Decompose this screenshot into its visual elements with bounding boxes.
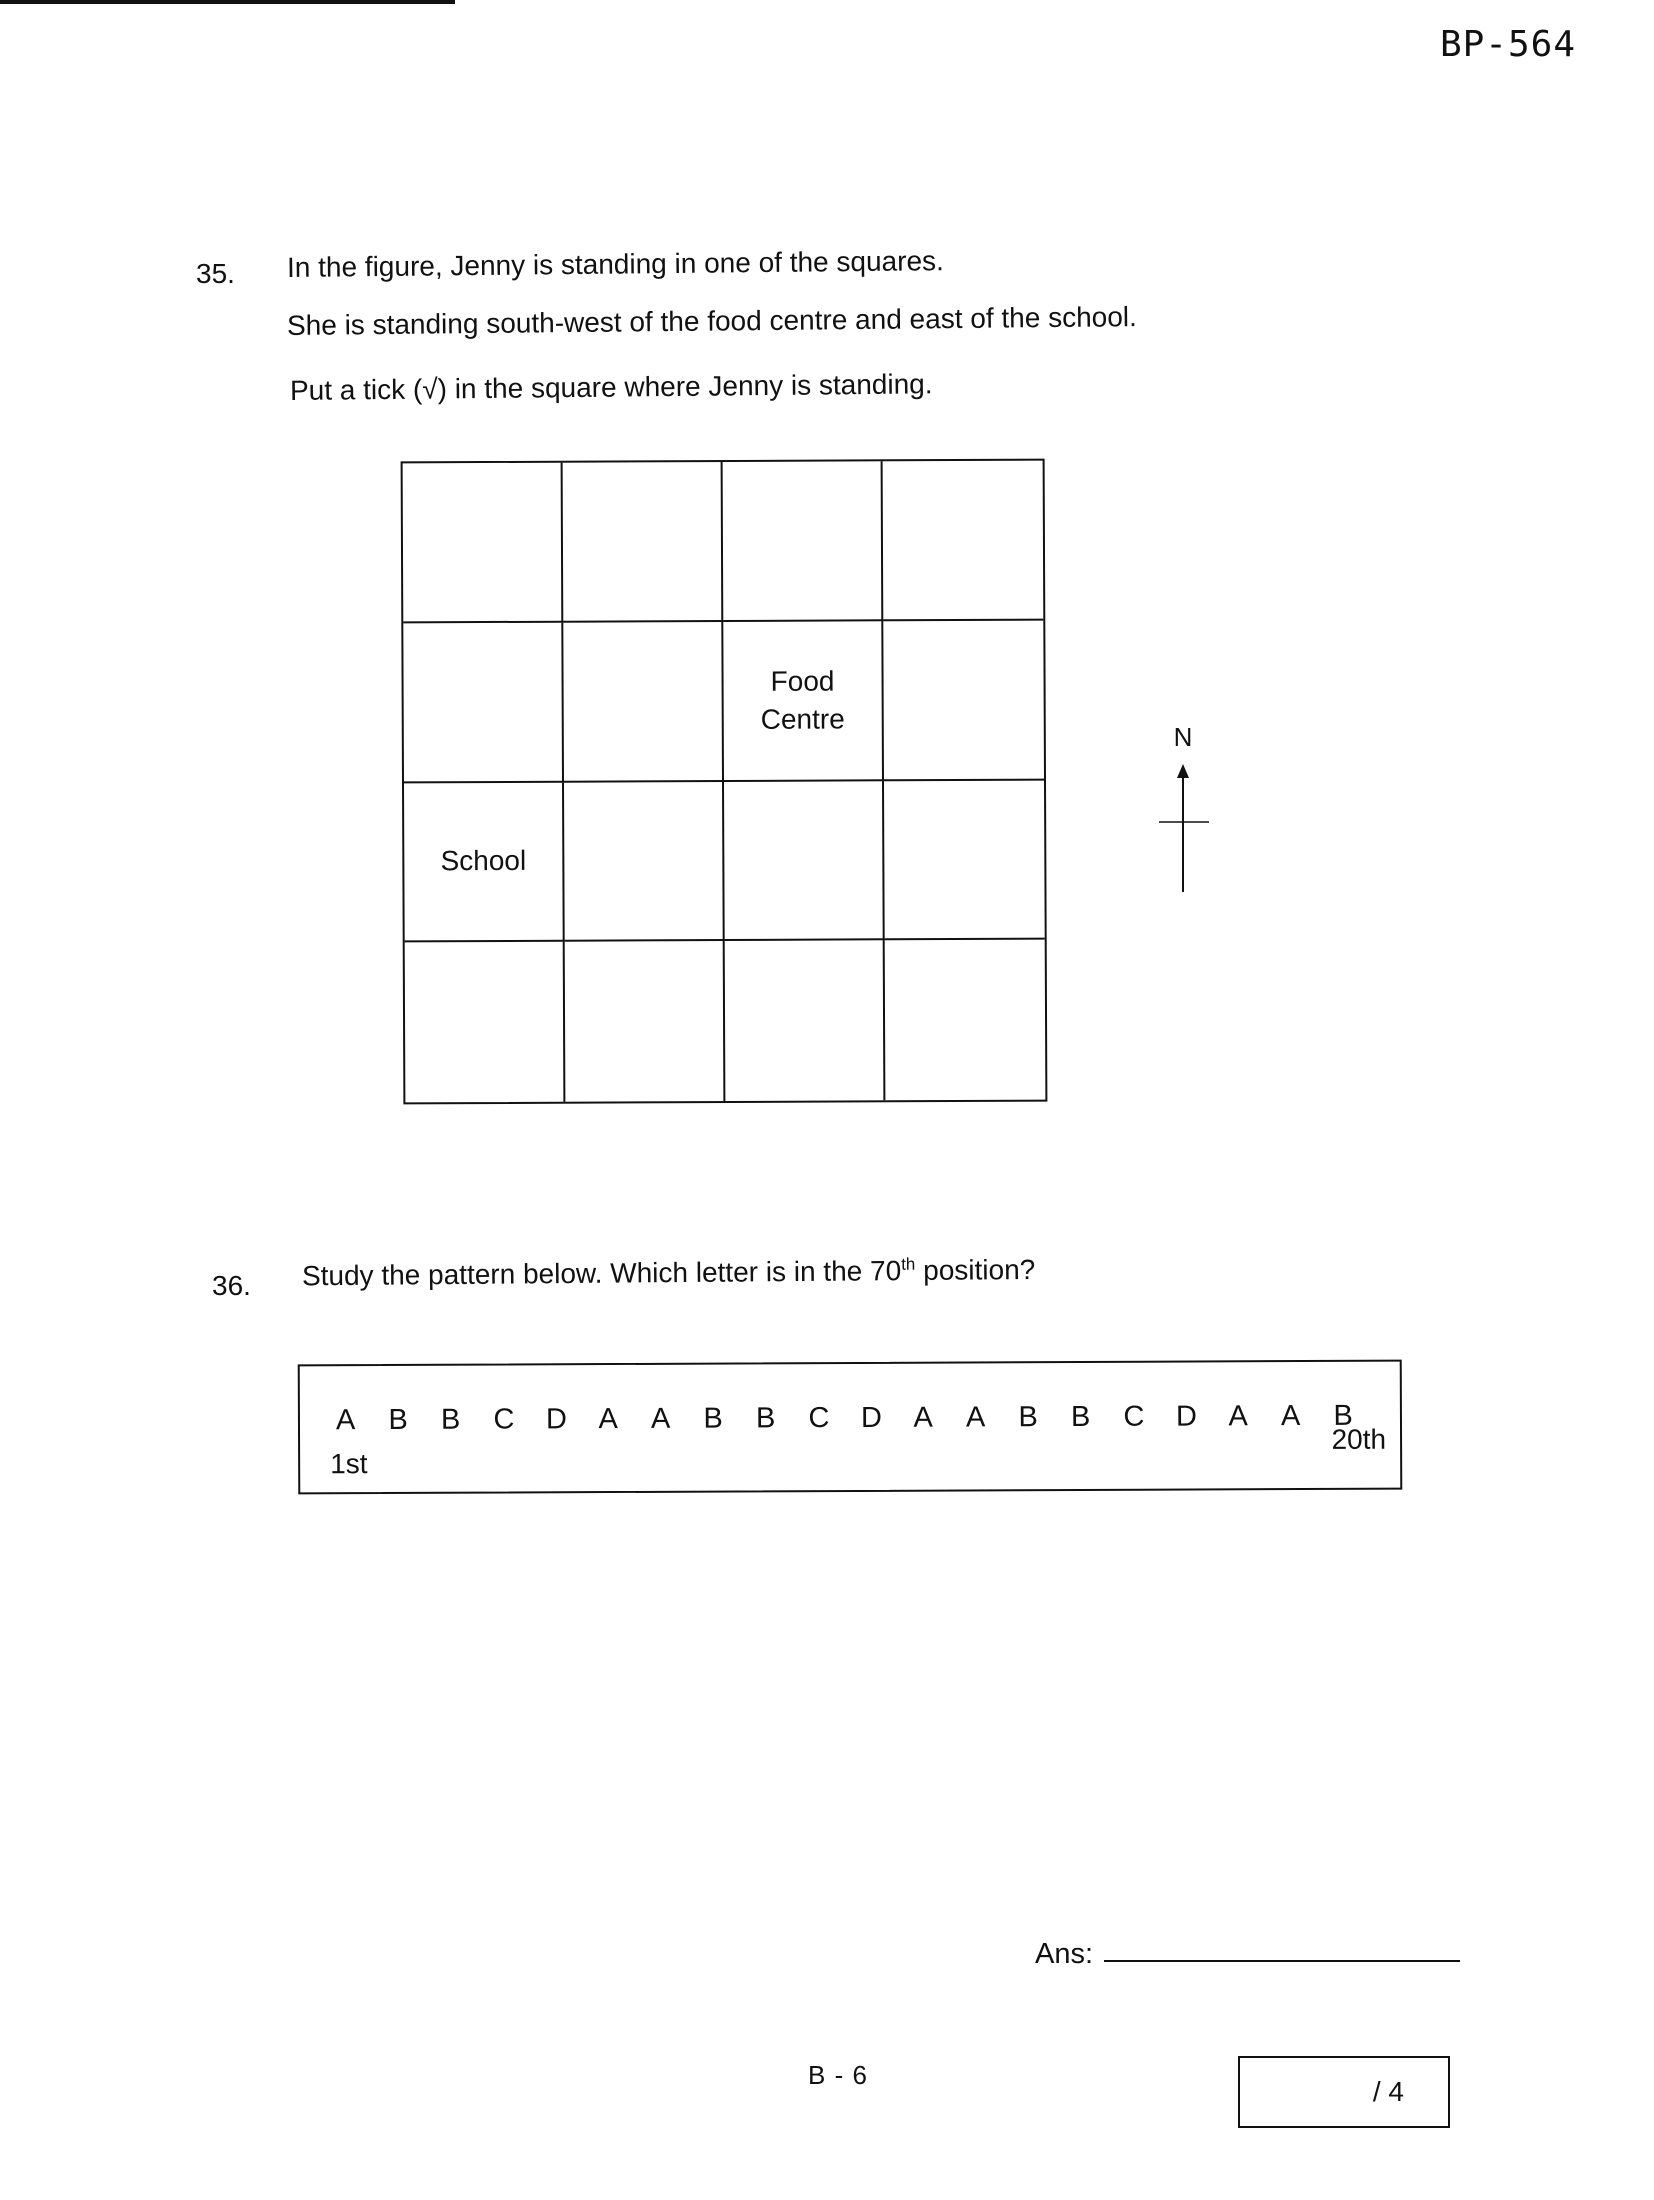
pattern-letter: B: [1018, 1401, 1038, 1434]
grid-cell[interactable]: [565, 941, 726, 1101]
pattern-letter: A: [965, 1401, 986, 1434]
page-code: BP-564: [1439, 24, 1576, 65]
grid-cell[interactable]: [405, 942, 566, 1102]
top-rule: [0, 0, 455, 4]
grid-cell[interactable]: [403, 622, 564, 782]
pattern-letter: A: [913, 1401, 933, 1434]
pattern-letter: C: [1123, 1400, 1145, 1433]
pattern-first-label: 1st: [330, 1448, 368, 1480]
question-35-line-1: In the figure, Jenny is standing in one of the squares.: [286, 245, 944, 283]
pattern-letter: A: [1280, 1400, 1301, 1433]
grid-cell[interactable]: [725, 941, 886, 1101]
pattern-letter: B: [755, 1402, 776, 1435]
grid-cell[interactable]: [883, 620, 1044, 780]
grid-cell[interactable]: [723, 461, 884, 621]
pattern-letter: A: [598, 1403, 618, 1436]
question-36-prompt-start: Study the pattern below. Which letter is in the 70: [301, 1255, 902, 1292]
pattern-letter: D: [860, 1401, 882, 1434]
question-36-prompt: [302, 1254, 1036, 1293]
pattern-box: [298, 1360, 1403, 1495]
pattern-letter: D: [1175, 1400, 1197, 1433]
marks-text: / 4: [1372, 2076, 1404, 2107]
answer-input[interactable]: [1104, 1928, 1460, 1962]
pattern-letter: B: [1333, 1399, 1353, 1432]
pattern-letter: B: [703, 1402, 723, 1435]
pattern-letter: A: [335, 1404, 356, 1437]
question-35-line-2: She is standing south-west of the food centre and east of the school.: [286, 301, 1137, 341]
marks-box: [1238, 2056, 1450, 2128]
pattern-letter: B: [388, 1403, 408, 1437]
compass: [1155, 722, 1211, 902]
pattern-letter: B: [1070, 1400, 1091, 1434]
grid-cell[interactable]: [563, 462, 724, 622]
grid-cell[interactable]: [563, 622, 724, 782]
grid-cell[interactable]: [885, 940, 1046, 1100]
question-35-number: 35.: [196, 258, 235, 289]
grid-cell-label: Food Centre: [760, 665, 845, 735]
page-number: B - 6: [808, 2060, 868, 2090]
grid-cell[interactable]: [883, 461, 1044, 621]
question-35-line-3: Put a tick (√) in the square where Jenny is standing.: [289, 368, 933, 406]
grid-cell-label: School: [440, 845, 527, 877]
answer-label: Ans:: [1035, 1938, 1094, 1970]
grid-cell[interactable]: [564, 782, 725, 942]
pattern-letter: C: [808, 1402, 830, 1435]
map-grid: [401, 459, 1048, 1105]
pattern-last-label: 20th: [1331, 1423, 1387, 1455]
grid-cell[interactable]: [724, 781, 885, 941]
question-36-number: 36.: [212, 1270, 251, 1301]
question-36-prompt-end: position?: [915, 1253, 1036, 1286]
north-arrow-icon: [1155, 762, 1211, 897]
pattern-letter: A: [1228, 1400, 1248, 1433]
pattern-letter: A: [650, 1402, 671, 1435]
pattern-letters: [336, 1400, 1386, 1438]
compass-north-label: N: [1173, 722, 1193, 752]
question-36-prompt-superscript: th: [901, 1254, 916, 1274]
pattern-letter: B: [440, 1403, 461, 1436]
grid-cell[interactable]: [404, 782, 565, 942]
grid-cell[interactable]: [723, 621, 884, 781]
grid-cell[interactable]: [884, 780, 1045, 940]
grid-cell[interactable]: [403, 463, 564, 623]
pattern-letter: D: [545, 1403, 567, 1436]
pattern-letter: C: [493, 1403, 515, 1436]
